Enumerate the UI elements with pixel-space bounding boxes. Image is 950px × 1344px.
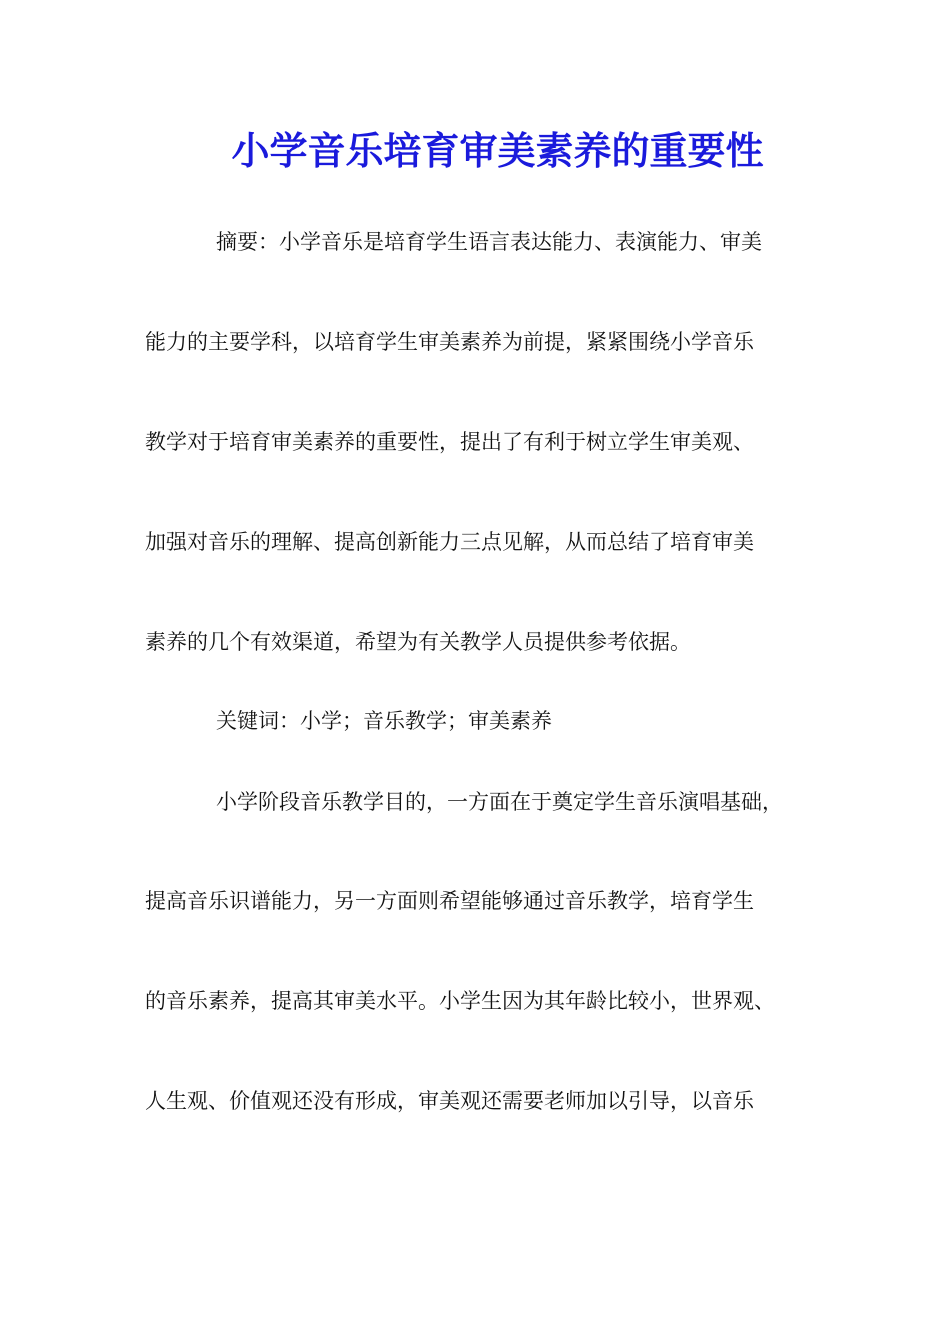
abstract-line-5: 素养的几个有效渠道，希望为有关教学人员提供参考依据。 [145, 630, 691, 654]
body-line-2: 提高音乐识谱能力，另一方面则希望能够通过音乐教学，培育学生 [145, 889, 754, 913]
body-line-3: 的音乐素养，提高其审美水平。小学生因为其年龄比较小，世界观、 [145, 989, 775, 1013]
abstract-line-1: 摘要：小学音乐是培育学生语言表达能力、表演能力、审美 [216, 230, 762, 254]
body-line-4: 人生观、价值观还没有形成，审美观还需要老师加以引导，以音乐 [145, 1089, 754, 1113]
document-title: 小学音乐培育审美素养的重要性 [231, 128, 764, 173]
abstract-line-3: 教学对于培育审美素养的重要性，提出了有利于树立学生审美观、 [145, 430, 754, 454]
abstract-line-2: 能力的主要学科，以培育学生审美素养为前提，紧紧围绕小学音乐 [145, 330, 754, 354]
abstract-line-4: 加强对音乐的理解、提高创新能力三点见解，从而总结了培育审美 [145, 530, 754, 554]
body-line-1: 小学阶段音乐教学目的，一方面在于奠定学生音乐演唱基础， [216, 790, 783, 814]
keywords-line: 关键词：小学；音乐教学；审美素养 [216, 709, 552, 733]
